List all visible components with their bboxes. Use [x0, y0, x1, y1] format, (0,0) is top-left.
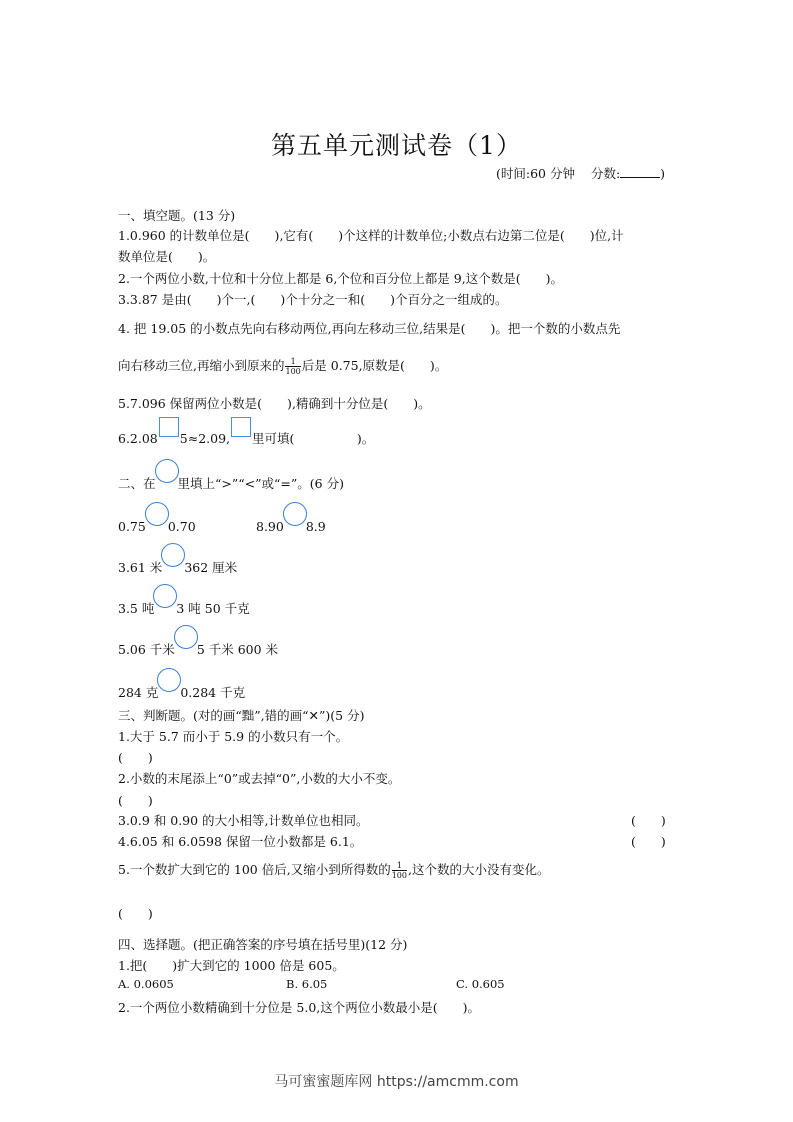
- compare-circle[interactable]: [153, 584, 177, 608]
- answer-box[interactable]: [231, 417, 251, 437]
- footer-watermark: 马可蜜蜜题库网 https://amcmm.com: [274, 1074, 519, 1090]
- compare-right: 8.9: [305, 519, 326, 534]
- compare-item: [118, 552, 237, 576]
- compare-right: 362 厘米: [184, 560, 238, 575]
- judge-answer-paren[interactable]: ( ): [118, 906, 153, 921]
- compare-item: [118, 593, 250, 617]
- q6-text-mid: 5≈2.09,: [179, 431, 230, 446]
- judge-answer-paren[interactable]: ( ): [118, 793, 153, 808]
- section2-heading: [118, 468, 344, 492]
- meta-close: ): [660, 166, 666, 181]
- section1-heading: 一、填空题。(13 分): [118, 208, 236, 223]
- judge-question-2: 2.小数的末尾添上“0”或去掉“0”,小数的大小不变。: [118, 771, 401, 786]
- score-label: 分数:: [590, 166, 621, 181]
- compare-circle[interactable]: [157, 668, 181, 692]
- compare-left: 5.06 千米: [118, 642, 175, 657]
- choice-option-c[interactable]: C. 0.605: [456, 977, 505, 991]
- question-1-4b: [118, 356, 447, 376]
- q4b-text-pre: 向右移动三位,再缩小到原来的: [118, 358, 285, 373]
- compare-left: 3.61 米: [118, 560, 163, 575]
- compare-right: 0.70: [167, 519, 196, 534]
- question-1-1a: 1.0.960 的计数单位是( ),它有( )个这样的计数单位;小数点右边第二位是( )位,计: [118, 228, 624, 243]
- q5-text-pre: 5.一个数扩大到它的 100 倍后,又缩小到所得数的: [118, 862, 391, 877]
- choice-option-b[interactable]: B. 6.05: [286, 977, 328, 991]
- question-1-2: 2.一个两位小数,十位和十分位上都是 6,个位和百分位上都是 9,这个数是( )。: [118, 271, 563, 286]
- compare-circle[interactable]: [161, 543, 185, 567]
- choice-question-1: 1.把( )扩大到它的 1000 倍是 605。: [118, 958, 345, 973]
- judge-answer-paren[interactable]: ( ): [631, 813, 666, 828]
- compare-item: [118, 634, 278, 658]
- compare-left: 0.75: [118, 519, 146, 534]
- judge-question-4: 4.6.05 和 6.0598 保留一位小数都是 6.1。: [118, 834, 363, 849]
- compare-right: 3 吨 50 千克: [176, 601, 250, 616]
- q5-text-post: ,这个数的大小没有变化。: [408, 862, 550, 877]
- compare-left: 284 克: [118, 685, 159, 700]
- compare-item: [118, 677, 245, 701]
- frac-den: 100: [391, 871, 407, 880]
- judge-question-5: [118, 860, 549, 880]
- section2-heading-pre: 二、在: [118, 476, 156, 491]
- compare-right: 5 千米 600 米: [196, 642, 279, 657]
- compare-circle: [155, 459, 179, 483]
- q6-text-pre: 6.2.08: [118, 431, 158, 446]
- section2-heading-post: 里填上“>”“<”或“=”。(6 分): [177, 476, 344, 491]
- judge-question-1: 1.大于 5.7 而小于 5.9 的小数只有一个。: [118, 729, 349, 744]
- question-1-3: 3.3.87 是由( )个一,( )个十分之一和( )个百分之一组成的。: [118, 292, 508, 307]
- page-title: 第五单元测试卷（1）: [271, 131, 522, 160]
- question-1-6: [118, 425, 374, 447]
- choice-option-a[interactable]: A. 0.0605: [118, 977, 174, 991]
- compare-circle[interactable]: [145, 502, 169, 526]
- q4b-text-post: 后是 0.75,原数是( )。: [301, 358, 448, 373]
- question-1-1b: 数单位是( )。: [118, 249, 216, 264]
- frac-num: 1: [392, 861, 407, 871]
- compare-left: 8.90: [256, 519, 284, 534]
- compare-item: [256, 511, 326, 535]
- question-1-4a: 4. 把 19.05 的小数点先向右移动两位,再向左移动三位,结果是( )。把一个数的小数点先: [118, 321, 621, 336]
- compare-left: 3.5 吨: [118, 601, 155, 616]
- frac-den: 100: [285, 367, 301, 376]
- q6-text-post: 里可填( )。: [252, 431, 375, 446]
- judge-answer-paren[interactable]: ( ): [118, 750, 153, 765]
- compare-circle[interactable]: [174, 625, 198, 649]
- time-limit: (时间:60 分钟: [496, 166, 575, 181]
- judge-question-3: 3.0.9 和 0.90 的大小相等,计数单位也相同。: [118, 813, 369, 828]
- compare-right: 0.284 千克: [180, 685, 246, 700]
- frac-num: 1: [285, 357, 300, 367]
- fraction-1-100: [285, 357, 300, 376]
- exam-meta: [496, 164, 665, 182]
- compare-circle[interactable]: [283, 502, 307, 526]
- section3-heading: 三、判断题。(对的画“黜”,错的画“✕”)(5 分): [118, 708, 365, 723]
- fraction-1-100: [392, 861, 407, 880]
- judge-answer-paren[interactable]: ( ): [631, 834, 666, 849]
- compare-item: [118, 511, 196, 535]
- score-blank[interactable]: [620, 165, 660, 178]
- answer-box[interactable]: [159, 417, 179, 437]
- section4-heading: 四、选择题。(把正确答案的序号填在括号里)(12 分): [118, 937, 408, 952]
- choice-question-2: 2.一个两位小数精确到十分位是 5.0,这个两位小数最小是( )。: [118, 1000, 481, 1015]
- question-1-5: 5.7.096 保留两位小数是( ),精确到十分位是( )。: [118, 396, 431, 411]
